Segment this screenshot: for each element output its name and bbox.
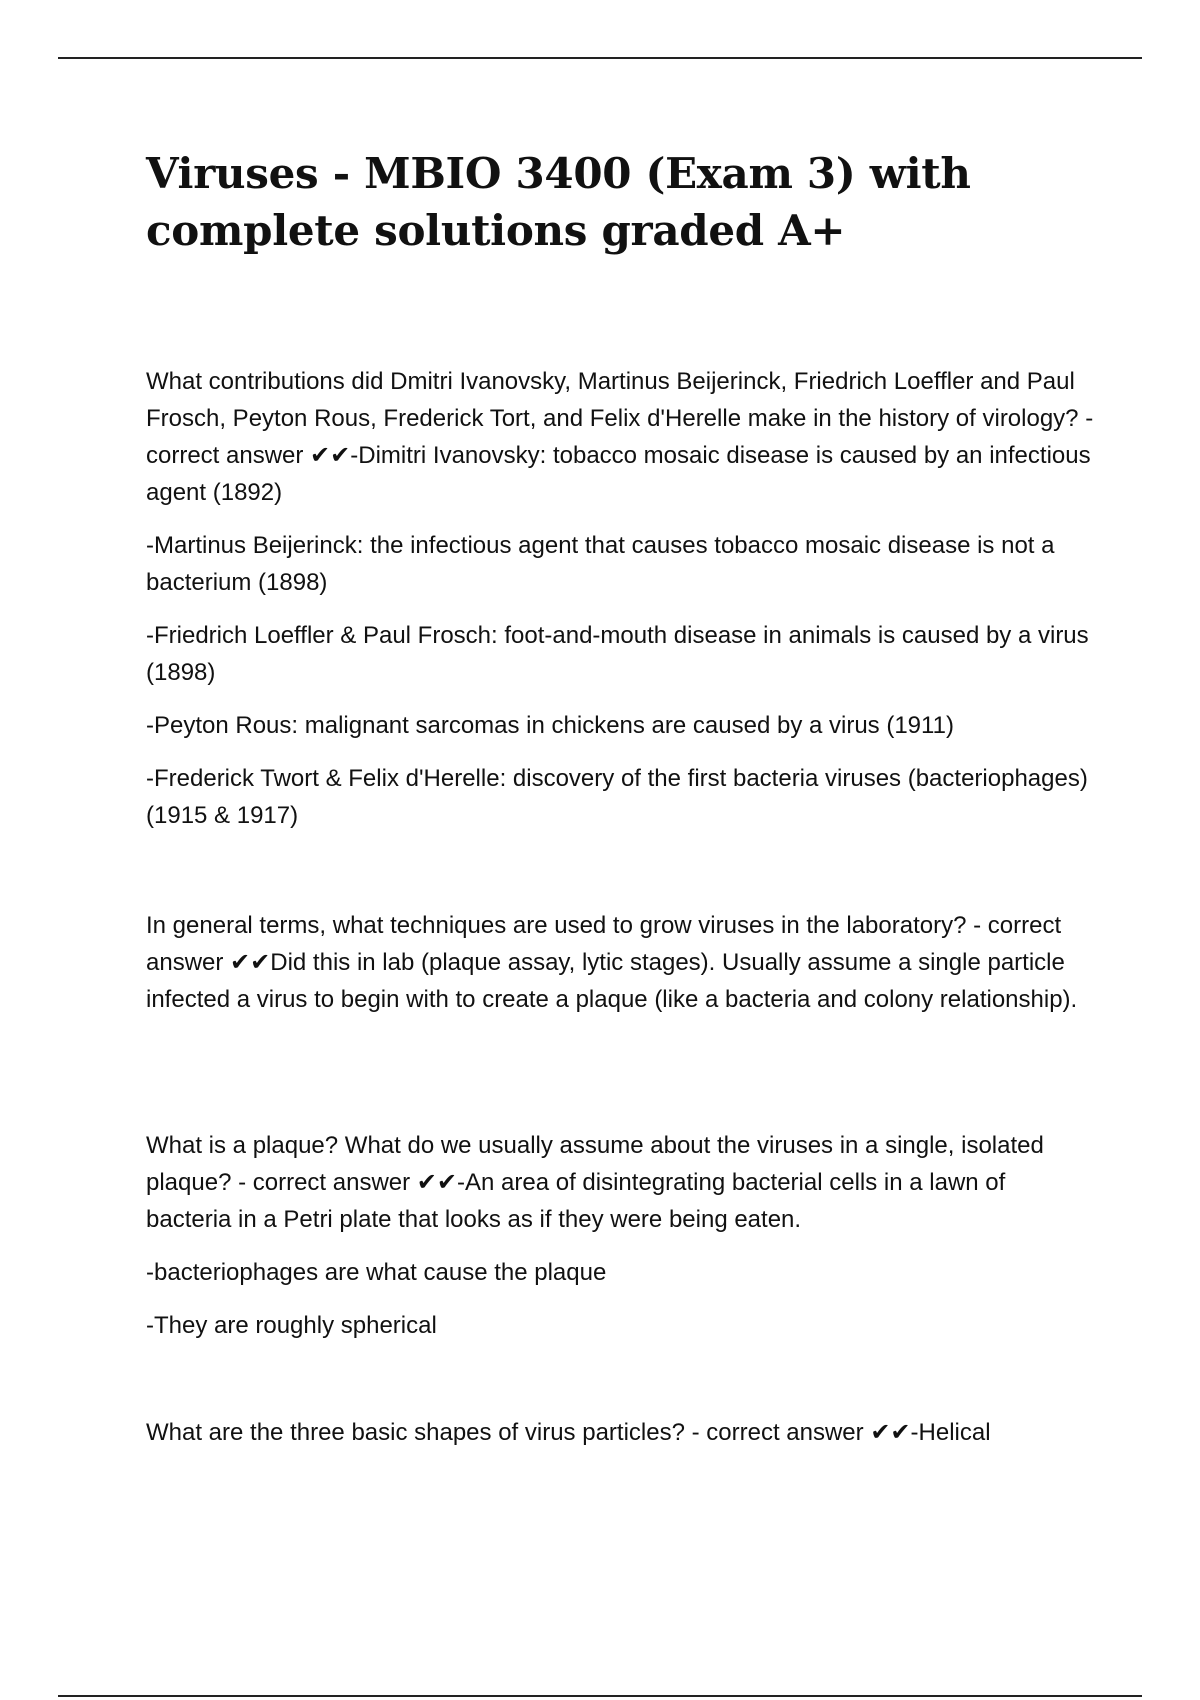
top-rule <box>58 57 1142 59</box>
qa-entry-grow-viruses <box>146 907 1096 1018</box>
qa-paragraph: -Friedrich Loeffler & Paul Frosch: foot-and-mouth disease in animals is caused by a virus (1898) <box>146 622 1089 686</box>
qa-entry-plaque <box>146 1127 1096 1344</box>
qa-paragraph: What are the three basic shapes of virus particles? - correct answer ✔✔-Helical <box>146 1419 991 1446</box>
qa-paragraph: -Frederick Twort & Felix d'Herelle: discovery of the first bacteria viruses (bacteriophages) (1915 & 1917) <box>146 765 1088 829</box>
qa-paragraph: -Peyton Rous: malignant sarcomas in chickens are caused by a virus (1911) <box>146 712 954 739</box>
document-title: Viruses - MBIO 3400 (Exam 3) with complete solutions graded A+ <box>146 149 971 255</box>
qa-paragraph: In general terms, what techniques are used to grow viruses in the laboratory? - correct answer ✔✔Did this in lab (plaque assay, lytic stages). Usually assume a single particle infected a virus to begin with to create a plaque (like a bacteria and colony relationship). <box>146 912 1078 1013</box>
qa-entry-virus-shapes <box>146 1414 1096 1451</box>
qa-entry-virology-history <box>146 363 1096 834</box>
qa-paragraph: What is a plaque? What do we usually assume about the viruses in a single, isolated plaque? - correct answer ✔✔-An area of disintegrating bacterial cells in a lawn of bacteria in a Petri plate that looks as if they were being eaten. <box>146 1132 1044 1233</box>
bottom-rule <box>58 1695 1142 1697</box>
qa-paragraph: What contributions did Dmitri Ivanovsky, Martinus Beijerinck, Friedrich Loeffler and Paul Frosch, Peyton Rous, Frederick Tort, and Felix d'Herelle make in the history of virology? - correct answer ✔✔-Dimitri Ivanovsky: tobacco mosaic disease is caused by an infectious agent (1892) <box>146 368 1094 506</box>
qa-paragraph: -They are roughly spherical <box>146 1312 437 1339</box>
qa-paragraph: -Martinus Beijerinck: the infectious agent that causes tobacco mosaic disease is not a bacterium (1898) <box>146 532 1055 596</box>
qa-paragraph: -bacteriophages are what cause the plaque <box>146 1259 607 1286</box>
